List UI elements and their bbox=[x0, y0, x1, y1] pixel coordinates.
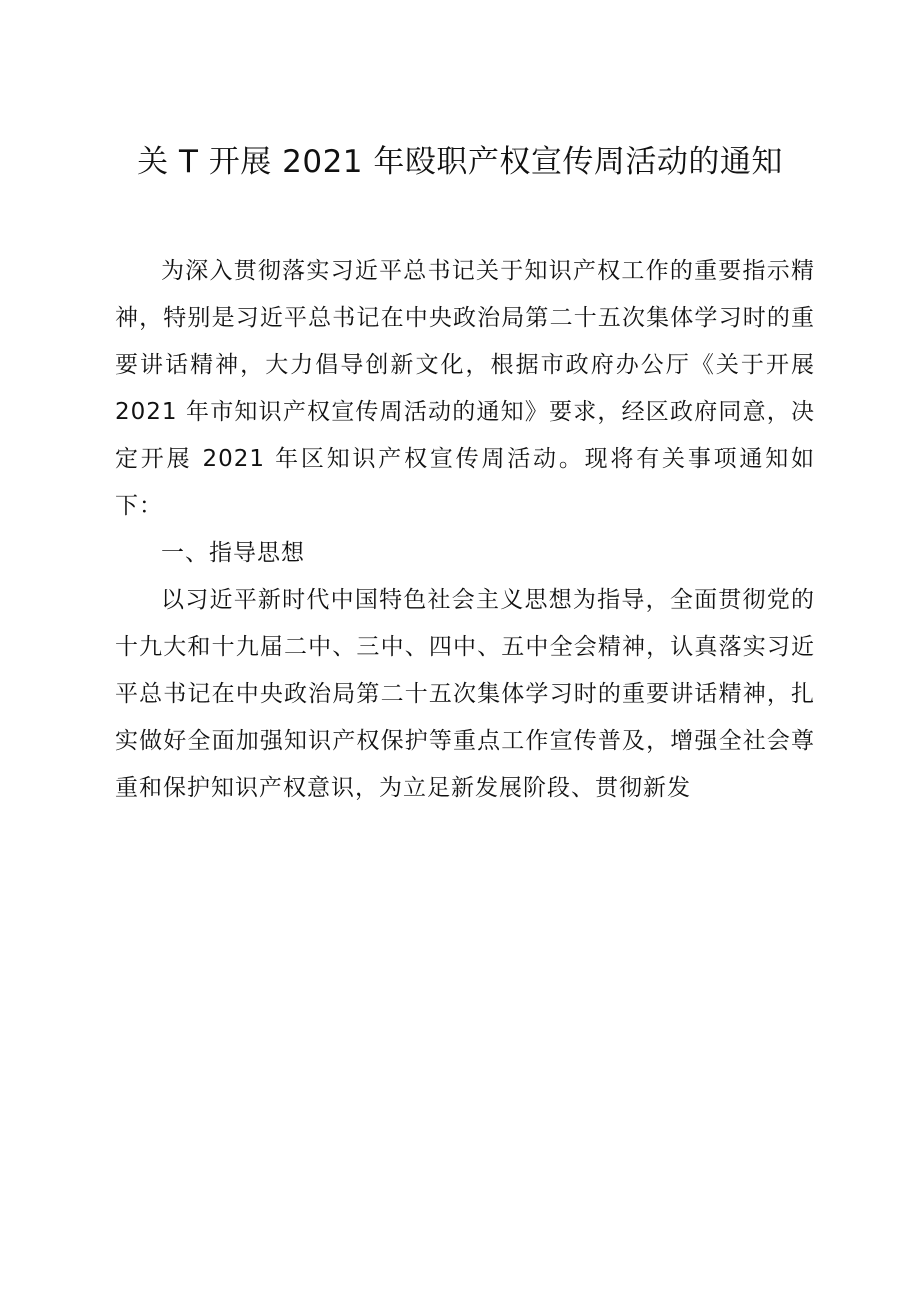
document-title: 关 T 开展 2021 年殴职产权宣传周活动的通知 bbox=[137, 144, 783, 180]
section-heading-guiding-ideology: 一、指导思想 bbox=[161, 540, 305, 566]
paragraph-guiding-ideology: 以习近平新时代中国特色社会主义思想为指导，全面贯彻党的十九大和十九届二中、三中、四中、五中全会精神，认真落实习近平总书记在中央政治局第二十五次集体学习时的重要讲话精神，扎实做好全面加强知识产权保护等重点工作宣传普及，增强全社会尊重和保护知识产权意识，为立足新发展阶段、贯彻新发 bbox=[115, 587, 815, 801]
document-body bbox=[115, 248, 815, 812]
paragraph-intro: 为深入贯彻落实习近平总书记关于知识产权工作的重要指示精神，特别是习近平总书记在中央政治局第二十五次集体学习时的重要讲话精神，大力倡导创新文化，根据市政府办公厅《关于开展 2021 年市知识产权宣传周活动的通知》要求，经区政府同意，决定开展 2021 年区知识产权宣传周活动。现将有关事项通知如下： bbox=[115, 258, 815, 519]
